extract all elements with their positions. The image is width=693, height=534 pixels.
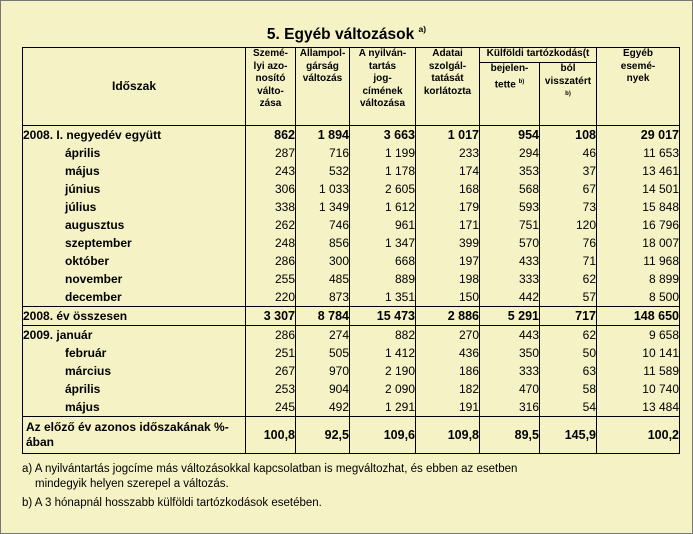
header-registration-title-change: A nyilván- tartás jog- címének változása (350, 48, 416, 126)
cell-value: 333 (480, 270, 540, 288)
cell-value: 1 351 (350, 288, 416, 307)
cell-value: 233 (416, 144, 480, 162)
cell-value: 353 (480, 162, 540, 180)
cell-value: 1 017 (416, 126, 480, 145)
cell-value: 2 605 (350, 180, 416, 198)
cell-value: 350 (480, 344, 540, 362)
comparison-label: Az előző év azonos időszakának %-ában (23, 417, 246, 454)
cell-value: 16 796 (597, 216, 680, 234)
cell-value: 182 (416, 380, 480, 398)
cell-value: 148 650 (597, 307, 680, 326)
header-other-events: Egyéb esemé- nyek (597, 48, 680, 126)
cell-value: 179 (416, 198, 480, 216)
cell-value: 443 (480, 326, 540, 345)
cell-value: 220 (246, 288, 296, 307)
cell-value: 120 (540, 216, 597, 234)
comparison-value: 89,5 (480, 417, 540, 454)
cell-value: 29 017 (597, 126, 680, 145)
cell-value: 11 968 (597, 252, 680, 270)
cell-value: 197 (416, 252, 480, 270)
row-label: július (23, 198, 246, 216)
cell-value: 492 (296, 398, 350, 417)
cell-value: 245 (246, 398, 296, 417)
comparison-value: 92,5 (296, 417, 350, 454)
title-footnote-mark: a) (418, 24, 427, 34)
header-period: Időszak (23, 48, 246, 126)
cell-value: 593 (480, 198, 540, 216)
cell-value: 198 (416, 270, 480, 288)
cell-value: 150 (416, 288, 480, 307)
cell-value: 15 473 (350, 307, 416, 326)
cell-value: 436 (416, 344, 480, 362)
row-label: május (23, 162, 246, 180)
cell-value: 1 347 (350, 234, 416, 252)
cell-value: 8 500 (597, 288, 680, 307)
cell-value: 294 (480, 144, 540, 162)
footnotes (22, 462, 682, 511)
table-row (23, 144, 680, 162)
row-label: 2009. január (23, 326, 246, 345)
data-table (22, 47, 680, 454)
cell-value: 15 848 (597, 198, 680, 216)
header-data-restriction: Adatai szolgál- tatását korlátozta (416, 48, 480, 126)
cell-value: 13 461 (597, 162, 680, 180)
cell-value: 338 (246, 198, 296, 216)
row-label: február (23, 344, 246, 362)
table-row (23, 126, 680, 145)
cell-value: 5 291 (480, 307, 540, 326)
cell-value: 71 (540, 252, 597, 270)
cell-value: 270 (416, 326, 480, 345)
row-label: november (23, 270, 246, 288)
cell-value: 2 190 (350, 362, 416, 380)
cell-value: 442 (480, 288, 540, 307)
cell-value: 433 (480, 252, 540, 270)
cell-value: 62 (540, 326, 597, 345)
cell-value: 255 (246, 270, 296, 288)
comparison-value: 100,8 (246, 417, 296, 454)
row-label: szeptember (23, 234, 246, 252)
cell-value: 57 (540, 288, 597, 307)
cell-value: 470 (480, 380, 540, 398)
cell-value: 751 (480, 216, 540, 234)
table-row (23, 234, 680, 252)
cell-value: 716 (296, 144, 350, 162)
cell-value: 108 (540, 126, 597, 145)
header-id-change: Szemé- lyi azo- nosító válto- zása (246, 48, 296, 126)
cell-value: 717 (540, 307, 597, 326)
cell-value: 9 658 (597, 326, 680, 345)
cell-value: 14 501 (597, 180, 680, 198)
cell-value: 399 (416, 234, 480, 252)
cell-value: 2 886 (416, 307, 480, 326)
table-title (0, 26, 693, 44)
table-row (23, 216, 680, 234)
cell-value: 58 (540, 380, 597, 398)
cell-value: 11 653 (597, 144, 680, 162)
cell-value: 2 090 (350, 380, 416, 398)
table-row (23, 362, 680, 380)
cell-value: 262 (246, 216, 296, 234)
row-label: 2008. I. negyedév együtt (23, 126, 246, 145)
comparison-value: 109,8 (416, 417, 480, 454)
cell-value: 191 (416, 398, 480, 417)
cell-value: 13 484 (597, 398, 680, 417)
table-row (23, 398, 680, 417)
cell-value: 1 349 (296, 198, 350, 216)
cell-value: 961 (350, 216, 416, 234)
header-reported: bejelen- tette $^{b)}$ (480, 63, 540, 126)
cell-value: 970 (296, 362, 350, 380)
cell-value: 954 (480, 126, 540, 145)
cell-value: 333 (480, 362, 540, 380)
cell-value: 253 (246, 380, 296, 398)
cell-value: 63 (540, 362, 597, 380)
cell-value: 287 (246, 144, 296, 162)
cell-value: 1 199 (350, 144, 416, 162)
cell-value: 904 (296, 380, 350, 398)
cell-value: 267 (246, 362, 296, 380)
cell-value: 286 (246, 326, 296, 345)
table-row (23, 326, 680, 345)
cell-value: 889 (350, 270, 416, 288)
cell-value: 251 (246, 344, 296, 362)
cell-value: 1 894 (296, 126, 350, 145)
cell-value: 1 291 (350, 398, 416, 417)
cell-value: 1 612 (350, 198, 416, 216)
table-row (23, 288, 680, 307)
cell-value: 568 (480, 180, 540, 198)
row-label: október (23, 252, 246, 270)
cell-value: 306 (246, 180, 296, 198)
cell-value: 286 (246, 252, 296, 270)
cell-value: 8 784 (296, 307, 350, 326)
row-label: augusztus (23, 216, 246, 234)
title-text: 5. Egyéb változások (266, 26, 415, 43)
cell-value: 505 (296, 344, 350, 362)
cell-value: 186 (416, 362, 480, 380)
cell-value: 882 (350, 326, 416, 345)
cell-value: 62 (540, 270, 597, 288)
row-label: március (23, 362, 246, 380)
cell-value: 274 (296, 326, 350, 345)
cell-value: 1 178 (350, 162, 416, 180)
row-label: december (23, 288, 246, 307)
row-label: 2008. év összesen (23, 307, 246, 326)
cell-value: 8 899 (597, 270, 680, 288)
header-citizenship-change: Állampol- gárság változás (296, 48, 350, 126)
cell-value: 3 663 (350, 126, 416, 145)
cell-value: 171 (416, 216, 480, 234)
row-label: május (23, 398, 246, 417)
table-row (23, 180, 680, 198)
cell-value: 243 (246, 162, 296, 180)
cell-value: 10 740 (597, 380, 680, 398)
cell-value: 73 (540, 198, 597, 216)
footnote-a: a) A nyilvántartás jogcíme más változásokkal kapcsolatban is megváltozhat, és ebben az esetben mindegyik helyen szerepel a változás. (22, 463, 518, 490)
footnote-b: b) A 3 hónapnál hosszabb külföldi tartózkodások esetében. (22, 497, 322, 509)
cell-value: 485 (296, 270, 350, 288)
table-row (23, 252, 680, 270)
table-row (23, 270, 680, 288)
cell-value: 570 (480, 234, 540, 252)
cell-value: 668 (350, 252, 416, 270)
table-row (23, 344, 680, 362)
cell-value: 316 (480, 398, 540, 417)
cell-value: 37 (540, 162, 597, 180)
cell-value: 248 (246, 234, 296, 252)
cell-value: 18 007 (597, 234, 680, 252)
cell-value: 11 589 (597, 362, 680, 380)
cell-value: 1 412 (350, 344, 416, 362)
table-row (23, 307, 680, 326)
cell-value: 3 307 (246, 307, 296, 326)
cell-value: 46 (540, 144, 597, 162)
cell-value: 1 033 (296, 180, 350, 198)
header-abroad-group: Külföldi tartózkodás(t (480, 48, 597, 63)
cell-value: 76 (540, 234, 597, 252)
cell-value: 746 (296, 216, 350, 234)
cell-value: 174 (416, 162, 480, 180)
table-row (23, 162, 680, 180)
cell-value: 168 (416, 180, 480, 198)
cell-value: 67 (540, 180, 597, 198)
cell-value: 532 (296, 162, 350, 180)
comparison-value: 145,9 (540, 417, 597, 454)
comparison-value: 100,2 (597, 417, 680, 454)
header-returned: ból visszatért $^{b)}$ (540, 63, 597, 126)
table-row (23, 380, 680, 398)
comparison-value: 109,6 (350, 417, 416, 454)
cell-value: 862 (246, 126, 296, 145)
table-row (23, 198, 680, 216)
cell-value: 50 (540, 344, 597, 362)
cell-value: 856 (296, 234, 350, 252)
cell-value: 873 (296, 288, 350, 307)
table-body (23, 126, 680, 454)
comparison-row (23, 417, 680, 454)
cell-value: 10 141 (597, 344, 680, 362)
cell-value: 300 (296, 252, 350, 270)
row-label: április (23, 144, 246, 162)
row-label: június (23, 180, 246, 198)
cell-value: 54 (540, 398, 597, 417)
row-label: április (23, 380, 246, 398)
